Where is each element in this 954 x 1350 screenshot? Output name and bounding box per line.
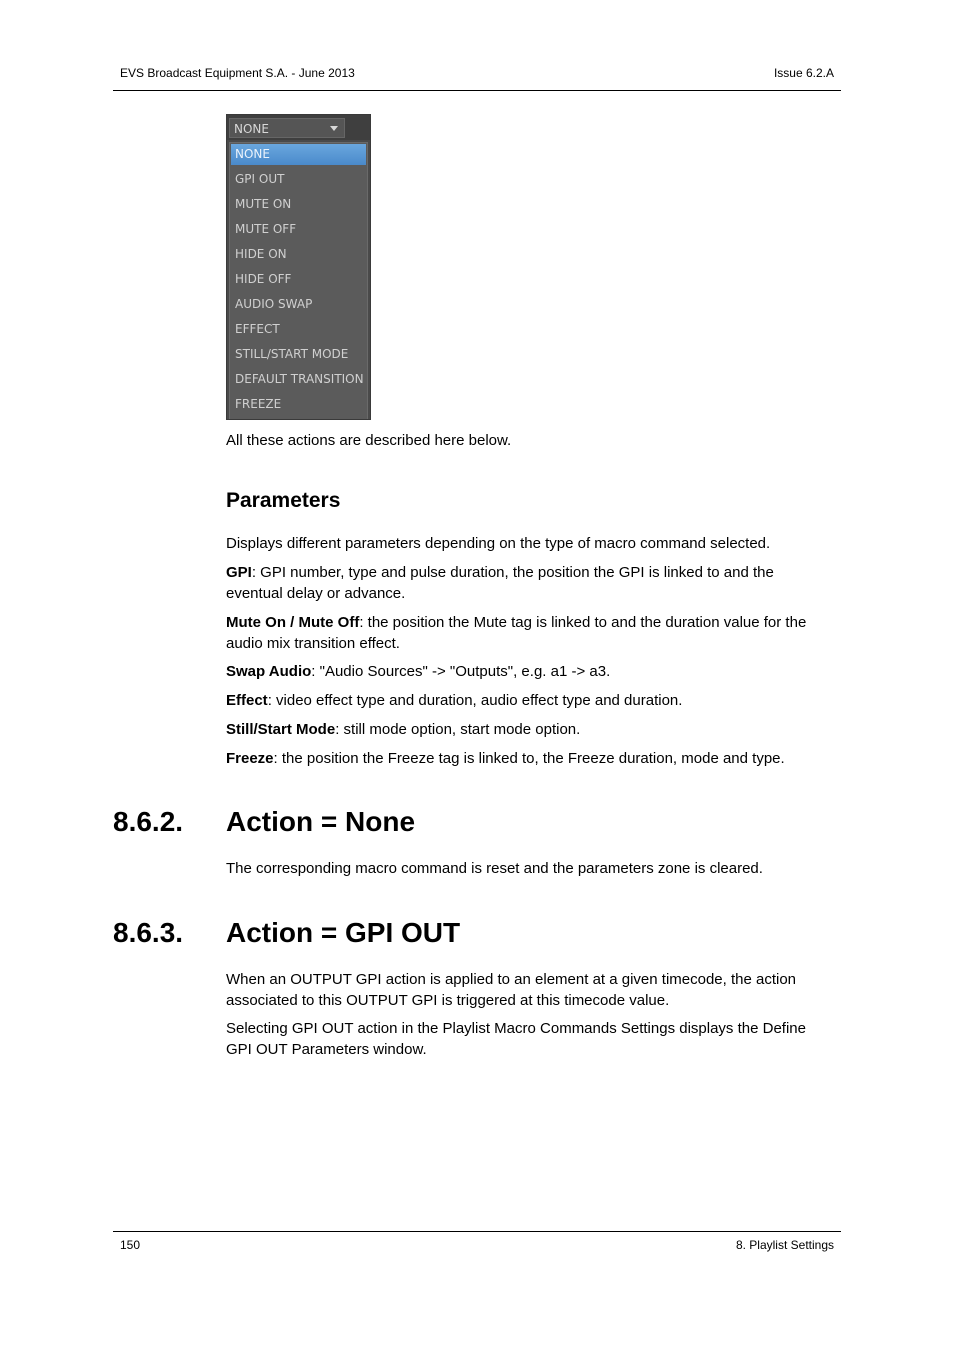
parameters-description: Displays different parameters depending on the type of macro command selected. [226,535,771,552]
dropdown-option-hide-on[interactable]: HIDE ON [235,247,287,261]
section-gpi-para2: Selecting GPI OUT action in the Playlist Macro Commands Settings displays the Define GPI OUT Parameters window. [226,1020,806,1058]
header-issue: Issue 6.2.A [773,66,834,80]
param-text: : video effect type and duration, audio effect type and duration. [267,692,683,709]
param-entry-still-start [226,720,831,741]
footer-chapter: 8. Playlist Settings [735,1238,834,1252]
section-gpi-para1: When an OUTPUT GPI action is applied to an element at a given timecode, the action associated to this OUTPUT GPI is triggered at this timecode value. [226,971,797,1009]
dropdown-option-mute-on[interactable]: MUTE ON [235,197,292,211]
param-entry-mute [226,613,831,654]
dropdown-option-audio-swap[interactable]: AUDIO SWAP [235,297,313,311]
action-dropdown [226,114,371,420]
param-entry-freeze [226,749,831,770]
param-term: Swap Audio [226,663,312,680]
chevron-down-icon[interactable] [330,126,338,131]
param-term: Effect [226,692,268,709]
param-term: GPI [226,564,252,581]
header-rule [113,90,841,91]
dropdown-option-gpi-out[interactable]: GPI OUT [235,172,285,186]
action-select[interactable] [229,118,345,138]
page-number: 150 [120,1238,141,1252]
section-number-gpi: 8.6.3. [113,917,184,948]
dropdown-option-default-transition[interactable]: DEFAULT TRANSITION [235,372,364,386]
dropdown-option-still-start-mode[interactable]: STILL/START MODE [235,347,349,361]
param-term: Still/Start Mode [226,721,336,738]
dropdown-header [227,115,370,140]
dropdown-option-none[interactable]: NONE [231,144,366,165]
intro-text: All these actions are described here below. [226,432,512,449]
dropdown-option-mute-off[interactable]: MUTE OFF [235,222,297,236]
param-text: : still mode option, start mode option. [335,721,581,738]
param-text: : the position the Freeze tag is linked to, the Freeze duration, mode and type. [273,750,785,767]
action-select-value: NONE [234,122,269,136]
dropdown-list [229,142,368,420]
dropdown-option-hide-off[interactable]: HIDE OFF [235,272,292,286]
param-term: Freeze [226,750,274,767]
param-text: : the position the Mute tag is linked to and the duration value for the audio mix transition effect. [226,614,807,652]
dropdown-option-freeze[interactable]: FREEZE [235,397,282,411]
section-title-gpi: Action = GPI OUT [226,917,461,948]
section-title-none: Action = None [226,806,416,837]
param-text: : GPI number, type and pulse duration, the position the GPI is linked to and the eventual delay or advance. [226,564,774,602]
dropdown-option-effect[interactable]: EFFECT [235,322,280,336]
parameters-heading: Parameters [226,489,341,512]
header-doc-info: EVS Broadcast Equipment S.A. - June 2013 [120,66,355,80]
footer-rule [113,1231,841,1232]
section-number-none: 8.6.2. [113,806,184,837]
section-none-text: The corresponding macro command is reset and the parameters zone is cleared. [226,860,763,877]
param-entry-gpi [226,563,831,604]
param-entry-swap-audio [226,662,831,683]
param-text: : "Audio Sources" -> "Outputs", e.g. a1 -> a3. [311,663,611,680]
param-term: Mute On / Mute Off [226,614,360,631]
param-entry-effect [226,691,831,712]
